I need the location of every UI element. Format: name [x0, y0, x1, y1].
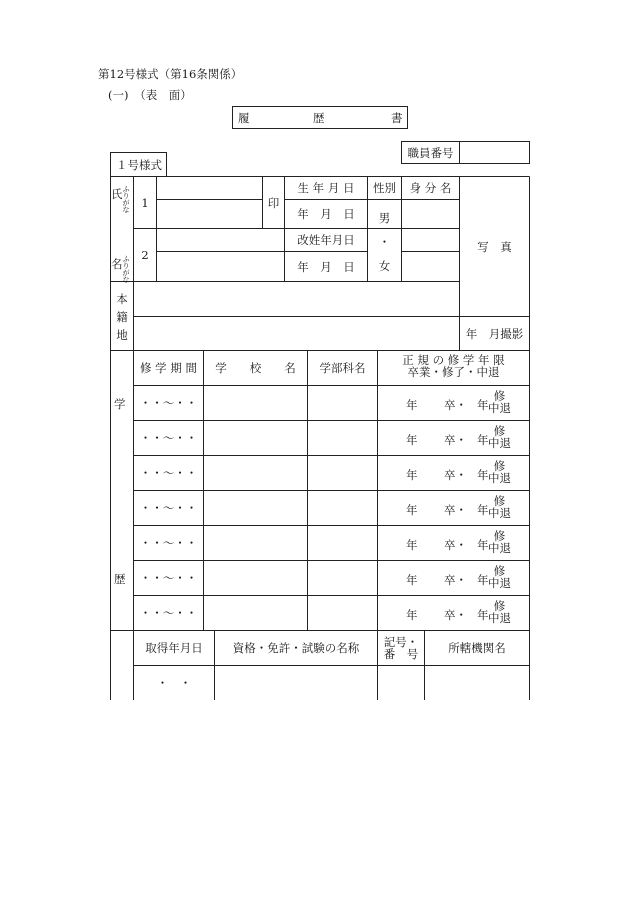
faculty-field[interactable] [308, 421, 377, 455]
dropout-option[interactable]: 中退 [488, 436, 511, 450]
table-row [134, 526, 529, 560]
years-unit-2: 年 [477, 573, 489, 587]
col-authority: 所轄機関名 [448, 641, 506, 655]
education-side-1: 学 [114, 397, 126, 411]
table-row [134, 456, 529, 490]
school-name-field[interactable] [204, 561, 307, 595]
name-label-shi [111, 186, 130, 214]
completed-option[interactable]: 修 [493, 529, 506, 543]
code-number-field[interactable] [378, 666, 424, 700]
completed-option[interactable]: 修 [493, 424, 506, 438]
school-name-field[interactable] [204, 386, 307, 420]
years-unit-2: 年 [477, 503, 489, 517]
honseki-char-3: 地 [116, 328, 128, 342]
title-char-1: 履 [238, 111, 250, 125]
status-field-3[interactable] [402, 252, 459, 281]
completed-dropout-options[interactable] [488, 425, 511, 449]
col-school-name: 学 校 名 [215, 361, 296, 375]
furigana-field-2[interactable] [157, 229, 284, 251]
education-side-2: 歴 [114, 572, 126, 586]
col-acquired-date: 取得年月日 [145, 641, 203, 655]
dropout-option[interactable]: 中退 [488, 541, 511, 555]
graduated-option[interactable]: 卒・ [444, 608, 467, 622]
faculty-field[interactable] [308, 456, 377, 490]
graduated-option[interactable]: 卒・ [444, 503, 467, 517]
study-period-field[interactable]: ・・～・・ [139, 466, 198, 480]
status-title-label: 身 分 名 [409, 181, 452, 195]
name-label-mei-text: 名 [111, 257, 123, 271]
staff-number-label: 職員番号 [407, 146, 454, 160]
sex-female[interactable]: 女 [378, 259, 391, 273]
years-unit: 年 [406, 398, 418, 412]
table-row [134, 596, 529, 630]
school-name-field[interactable] [204, 491, 307, 525]
honseki-address-field[interactable] [134, 317, 459, 350]
years-unit-2: 年 [477, 398, 489, 412]
completed-dropout-options[interactable] [488, 495, 511, 519]
col-code-number [378, 636, 424, 660]
years-unit-2: 年 [477, 468, 489, 482]
graduated-option[interactable]: 卒・ [444, 468, 467, 482]
col-qualification-name: 資格・免許・試験の名称 [232, 641, 360, 655]
surname-change-date-field[interactable]: 年 月 日 [297, 259, 355, 274]
form-number: 第12号様式（第16条関係） [98, 67, 243, 81]
staff-number-field[interactable] [460, 142, 529, 164]
school-name-field[interactable] [204, 596, 307, 630]
col-graduation-status-line-1: 正 規 の 修 学 年 限 [402, 353, 505, 367]
table-row [134, 386, 529, 420]
years-unit-2: 年 [477, 538, 489, 552]
graduated-option[interactable]: 卒・ [444, 398, 467, 412]
years-unit: 年 [406, 573, 418, 587]
sex-options[interactable] [368, 206, 401, 278]
photo-area: 写 真 [477, 239, 512, 254]
dropout-option[interactable]: 中退 [488, 576, 511, 590]
study-period-field[interactable]: ・・～・・ [139, 606, 198, 620]
furigana-note-2: ふりがな [122, 255, 130, 284]
honseki-char-1: 本 [116, 292, 128, 306]
years-unit-2: 年 [477, 608, 489, 622]
title-char-3: 書 [391, 111, 403, 125]
graduated-option[interactable]: 卒・ [444, 538, 467, 552]
qualification-name-field[interactable] [215, 666, 377, 700]
years-unit: 年 [406, 433, 418, 447]
honseki-furigana-field[interactable] [134, 282, 459, 316]
completed-option[interactable]: 修 [493, 564, 506, 578]
name-row-1-number: 1 [141, 196, 149, 210]
years-unit: 年 [406, 503, 418, 517]
sex-separator: ・ [378, 235, 391, 249]
col-graduation-status-line-2: 卒業・修了・中退 [407, 365, 500, 379]
honseki-label [111, 290, 133, 344]
table-row [134, 421, 529, 455]
furigana-field-1[interactable] [157, 177, 262, 199]
surname-change-label: 改姓年月日 [297, 233, 355, 247]
faculty-field[interactable] [308, 526, 377, 560]
furigana-note-1: ふりがな [122, 185, 130, 214]
completed-option[interactable]: 修 [493, 389, 506, 403]
name-field-1[interactable] [157, 200, 262, 228]
faculty-field[interactable] [308, 596, 377, 630]
completed-dropout-options[interactable] [488, 390, 511, 414]
study-period-field[interactable]: ・・～・・ [139, 501, 198, 515]
years-unit: 年 [406, 608, 418, 622]
completed-option[interactable]: 修 [493, 599, 506, 613]
name-label-shi-text: 氏 [111, 187, 123, 201]
years-unit-2: 年 [477, 433, 489, 447]
completed-option[interactable]: 修 [493, 494, 506, 508]
col-code-number-line-2: 番 号 [383, 647, 419, 661]
faculty-field[interactable] [308, 561, 377, 595]
birth-date-label: 生 年 月 日 [297, 181, 355, 195]
photo-date-label: 年 月撮影 [465, 326, 524, 341]
school-name-field[interactable] [204, 421, 307, 455]
status-field-1[interactable] [402, 200, 459, 228]
table-row [134, 491, 529, 525]
dropout-option[interactable]: 中退 [488, 471, 511, 485]
form-type-label: １号様式 [116, 158, 162, 172]
years-unit: 年 [406, 538, 418, 552]
name-field-2[interactable] [157, 252, 284, 281]
status-field-2[interactable] [402, 229, 459, 251]
seal-label: 印 [267, 196, 280, 210]
school-name-field[interactable] [204, 456, 307, 490]
completed-dropout-options[interactable] [488, 530, 511, 554]
study-period-field[interactable]: ・・～・・ [139, 536, 198, 550]
sex-male[interactable]: 男 [378, 211, 391, 225]
completed-dropout-options[interactable] [488, 600, 511, 624]
years-unit: 年 [406, 468, 418, 482]
col-faculty: 学部科名 [319, 361, 366, 375]
col-graduation-status [378, 354, 529, 378]
study-period-field[interactable]: ・・～・・ [139, 396, 198, 410]
honseki-char-2: 籍 [116, 310, 128, 324]
col-study-period: 修 学 期 間 [140, 361, 197, 375]
authority-field[interactable] [425, 666, 529, 700]
table-row [134, 561, 529, 595]
graduated-option[interactable]: 卒・ [444, 433, 467, 447]
dropout-option[interactable]: 中退 [488, 401, 511, 415]
dropout-option[interactable]: 中退 [488, 611, 511, 625]
title-char-2: 歴 [313, 111, 325, 125]
dropout-option[interactable]: 中退 [488, 506, 511, 520]
form-side: (一) （表 面） [108, 88, 192, 102]
completed-dropout-options[interactable] [488, 460, 511, 484]
study-period-field[interactable]: ・・～・・ [139, 431, 198, 445]
faculty-field[interactable] [308, 491, 377, 525]
completed-dropout-options[interactable] [488, 565, 511, 589]
name-label-mei [111, 256, 130, 284]
school-name-field[interactable] [204, 526, 307, 560]
birth-date-field[interactable]: 年 月 日 [297, 207, 355, 221]
col-code-number-line-1: 記号・ [383, 635, 419, 649]
graduated-option[interactable]: 卒・ [444, 573, 467, 587]
faculty-field[interactable] [308, 386, 377, 420]
study-period-field[interactable]: ・・～・・ [139, 571, 198, 585]
sex-label: 性別 [373, 181, 396, 195]
completed-option[interactable]: 修 [493, 459, 506, 473]
acquired-date-field[interactable]: ・ ・ [156, 676, 192, 690]
name-row-2-number: 2 [141, 248, 149, 262]
